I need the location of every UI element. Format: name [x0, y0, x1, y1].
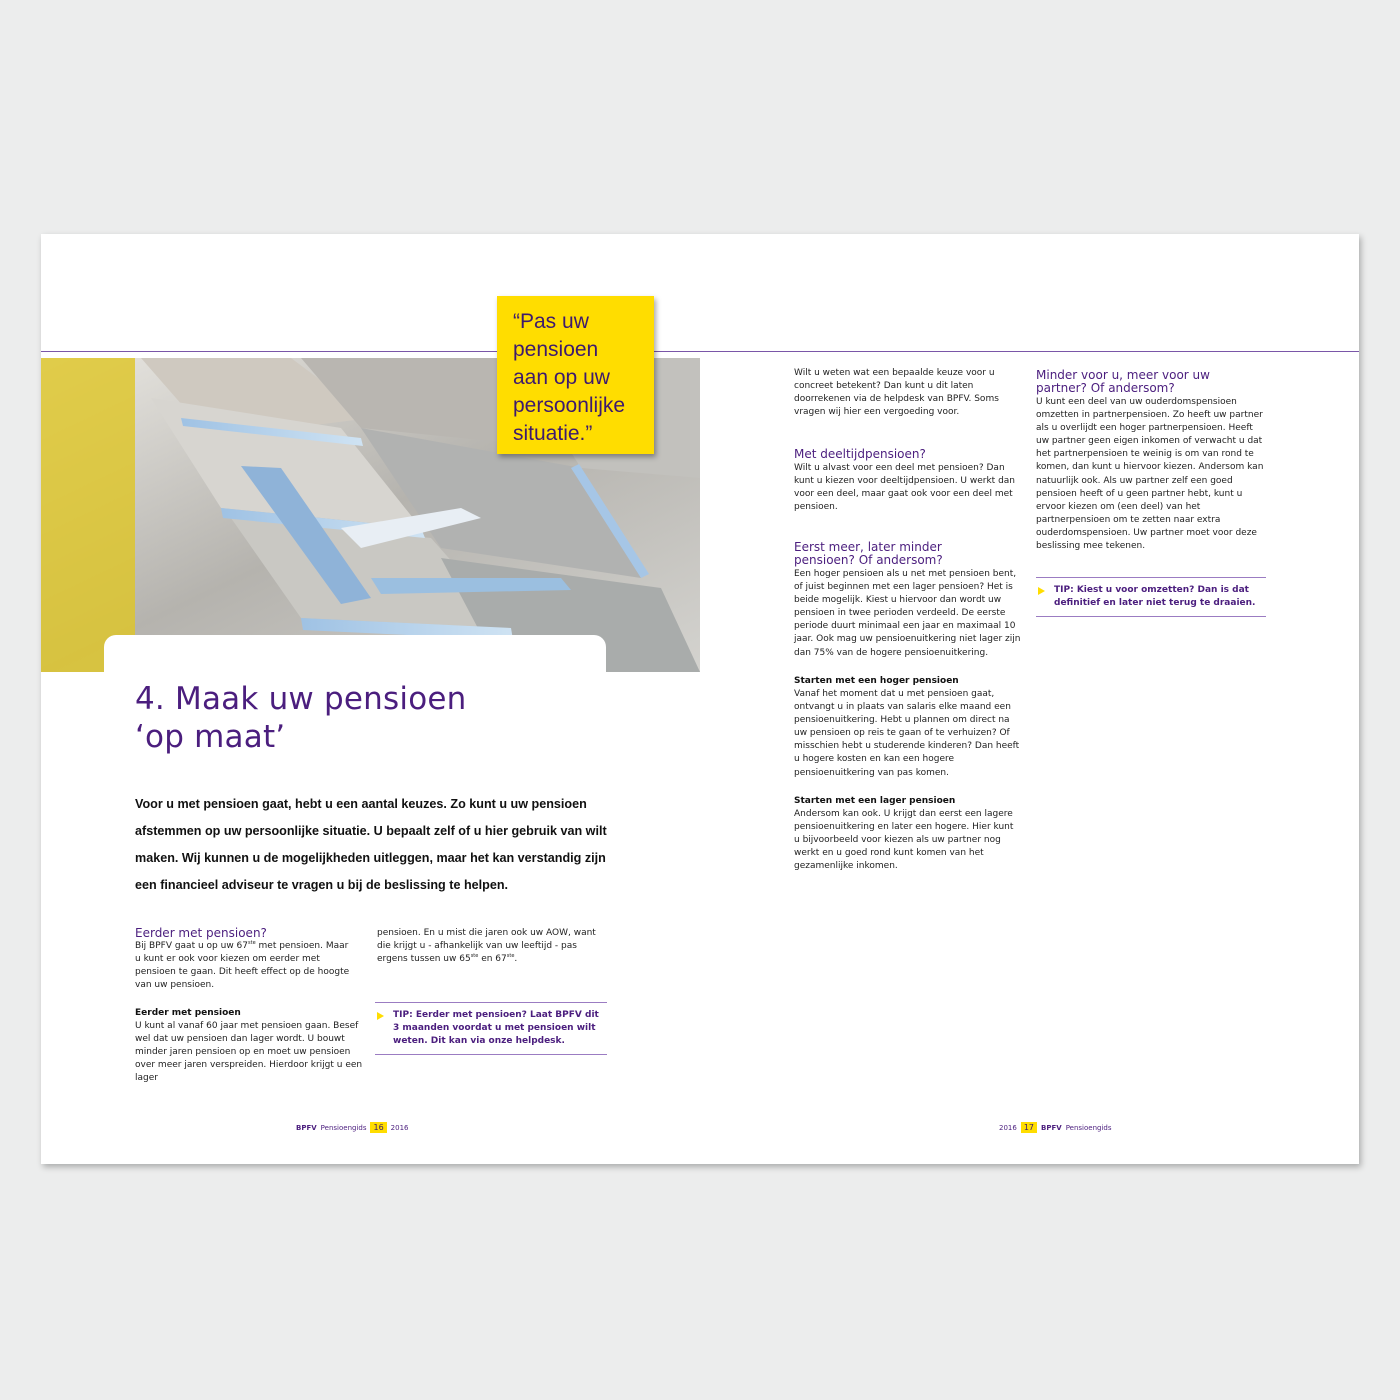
footer-year: 2016: [390, 1123, 409, 1132]
page-number: 17: [1021, 1122, 1037, 1133]
section-heading-deeltijd: Met deeltijdpensioen?: [794, 447, 926, 461]
tip-arrow-icon: [1038, 587, 1045, 595]
chapter-title-line-2: ‘op maat’: [135, 719, 286, 755]
footer-right: [999, 1122, 1112, 1133]
pull-quote-box: [497, 296, 654, 454]
footer-year: 2016: [999, 1123, 1017, 1132]
sub-body-lager: Andersom kan ook. U krijgt dan eerst een lagere pensioenuitkering en later een hogere. Hier kunt u bijvoorbeeld voor kiezen als uw partner nog werkt en u goed rond kunt komen van het gezamenlijke inkomen.: [794, 809, 1014, 872]
sub-body-eerder: U kunt al vanaf 60 jaar met pensioen gaan. Besef wel dat uw pensioen dan lager wordt. U bouwt minder jaren pensioen op en moet uw pensioen over meer jaren verspreiden. Hierdoor krijgt u een lager: [135, 1021, 363, 1084]
heading-line: Eerst meer, later minder: [794, 540, 942, 554]
subheading-hoger: Starten met een hoger pensioen: [794, 676, 959, 686]
chapter-title-line-1: 4. Maak uw pensioen: [135, 681, 467, 717]
body-text: .: [514, 954, 518, 965]
body-text: en 67: [478, 954, 507, 965]
section-body-minder: U kunt een deel van uw ouderdomspensioen omzetten in partnerpensioen. Zo heeft uw partner als u overlijdt een hoger partnerpensioen. Heeft uw partner geen eigen inkomen of verwacht u dat het partnerpensioen te weinig is om van rond te komen, dan kunt u hiervoor kiezen. Andersom kan natuurlijk ook. Als uw partner zelf een goed pensioen heeft of u geen partner hebt, kunt u ervoor kiezen om (een deel) van het partnerpensioen om te zetten naar extra ouderdomspensioen. Uw partner moet voor deze beslissing mee tekenen.: [1036, 397, 1264, 552]
superscript: ste: [506, 953, 515, 960]
subheading-eerder: Eerder met pensioen: [135, 1008, 241, 1018]
footer-brand: BPFV: [296, 1123, 317, 1132]
sub-body-hoger: Vanaf het moment dat u met pensioen gaat, ontvangt u in plaats van salaris elke maand een pensioenuitkering. Hebt u plannen om direct na uw pensioen op reis te gaan of te verhuizen? Of misschien hebt u studerende kinderen? Dan heeft u hogere kosten en kan een hogere pensioenuitkering van pas komen.: [794, 689, 1020, 778]
brochure-spread: [41, 234, 1359, 1164]
tip-text-left: TIP: Eerder met pensioen? Laat BPFV dit 3 maanden voordat u met pensioen wilt weten. Dit kan via onze helpdesk.: [393, 1010, 599, 1046]
intro-paragraph: Voor u met pensioen gaat, hebt u een aantal keuzes. Zo kunt u uw pensioen afstemmen op uw persoonlijke situatie. U bepaalt zelf of u hier gebruik van wilt maken. Wij kunnen u de mogelijkheden uitleggen, maar het kan verstandig zijn een financieel adviseur te vragen u bij de beslissing te helpen.: [135, 797, 607, 892]
tip-box-right: [1036, 577, 1266, 617]
quote-line-1: “Pas uw: [513, 310, 589, 333]
section-body-deeltijd: Wilt u alvast voor een deel met pensioen? Dan kunt u kiezen voor deeltijdpensioen. U werkt dan voor een deel, maar gaat ook voor een deel met pensioen.: [794, 463, 1015, 513]
superscript: ste: [248, 940, 256, 946]
tip-arrow-icon: [377, 1012, 384, 1020]
section-body-eerder: [135, 940, 355, 992]
tip-box-left: [375, 1002, 607, 1055]
quote-line-4: persoonlijke: [513, 394, 626, 417]
footer-title: Pensioengids: [1065, 1123, 1112, 1132]
footer-left: [296, 1122, 409, 1133]
section-heading-eerst: [794, 541, 943, 567]
body-text: Bij BPFV gaat u op uw 67: [135, 941, 248, 951]
quote-line-5: situatie.”: [513, 422, 593, 445]
footer-brand: BPFV: [1041, 1123, 1062, 1132]
heading-line: pensioen? Of andersom?: [794, 553, 943, 567]
section-body-eerst: Een hoger pensioen als u net met pensioen bent, of juist beginnen met een lager pensioen? Het is beide mogelijk. Kiest u hiervoor dan wordt uw pensioen in twee perioden verdeeld. De eerste periode duurt minimaal een jaar en maximaal 10 jaar. Ook mag uw pensioenuitkering niet lager zijn dan 75% van de hogere pensioenuitkering.: [794, 569, 1021, 658]
quote-line-3: aan op uw: [513, 366, 610, 389]
body-text: pensioen. En u mist die jaren ook uw AOW, want die krijgt u - afhankelijk van uw leeftijd - pas ergens tussen uw 65: [377, 928, 596, 965]
chapter-title: [135, 680, 655, 756]
yellow-overlay-band: [41, 358, 135, 672]
heading-line: partner? Of andersom?: [1036, 381, 1175, 395]
footer-title: Pensioengids: [320, 1123, 367, 1132]
heading-line: Minder voor u, meer voor uw: [1036, 368, 1210, 382]
page-number: 16: [370, 1122, 386, 1133]
section-heading-minder: [1036, 369, 1210, 395]
superscript: ste: [470, 953, 479, 960]
subheading-lager: Starten met een lager pensioen: [794, 796, 956, 806]
right-intro: Wilt u weten wat een bepaalde keuze voor u concreet betekent? Dan kunt u dit laten doorrekenen via de helpdesk van BPFV. Soms vragen wij hier een vergoeding voor.: [794, 368, 999, 418]
col2-body: [377, 927, 609, 966]
section-heading-eerder: Eerder met pensioen?: [135, 926, 267, 940]
tip-text-right: TIP: Kiest u voor omzetten? Dan is dat definitief en later niet terug te draaien.: [1054, 585, 1256, 608]
quote-line-2: pensioen: [513, 338, 599, 361]
body-text: met pensioen. Maar u kunt er ook voor kiezen om eerder met pensioen te gaan. Dit heeft effect op de hoogte van uw pensioen.: [135, 941, 350, 991]
header-rule: [41, 351, 1359, 352]
